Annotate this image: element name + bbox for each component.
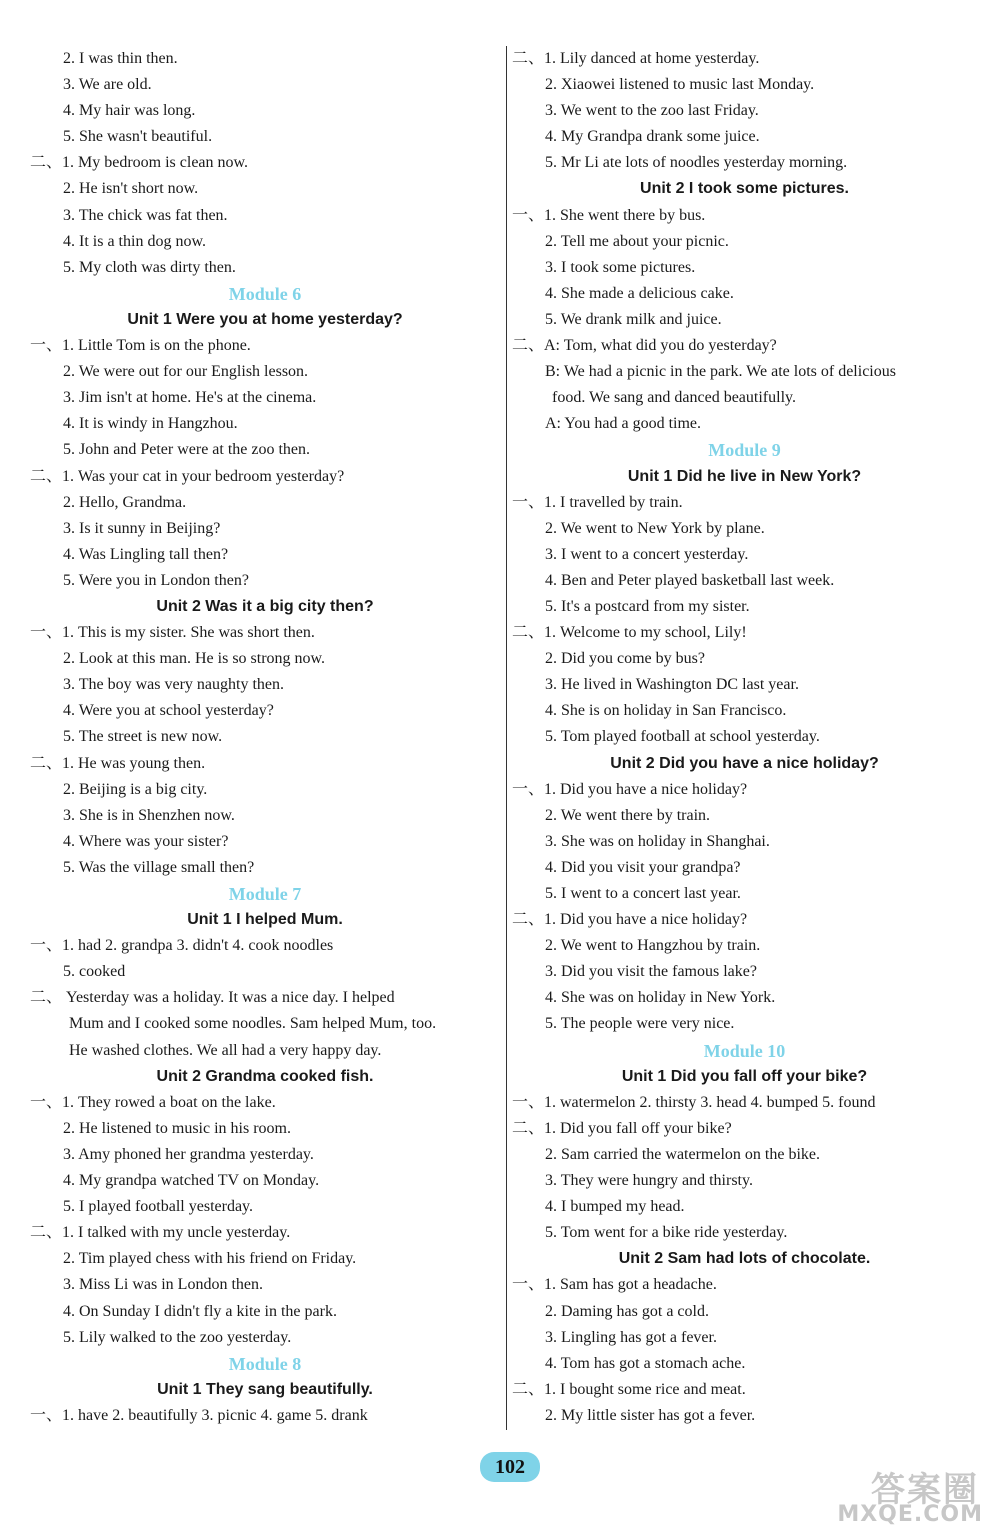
answer-line: 3. We went to the zoo last Friday. xyxy=(545,102,759,120)
paragraph-line: Mum and I cooked some noodles. Sam helped Mum, too. xyxy=(69,1015,437,1033)
section-line: 一、1. Sam has got a headache. xyxy=(512,1276,717,1294)
module-heading: Module 6 xyxy=(228,283,302,304)
watermark xyxy=(812,1462,987,1532)
answer-line: 2. We were out for our English lesson. xyxy=(63,363,309,381)
answer-line: 3. Did you visit the famous lake? xyxy=(545,963,757,981)
answer-line: 5. cooked xyxy=(63,963,126,981)
answer-line: 5. John and Peter were at the zoo then. xyxy=(63,441,311,459)
module-heading: Module 8 xyxy=(228,1353,302,1374)
section-line: 一、1. This is my sister. She was short then. xyxy=(30,624,315,642)
answer-line: 3. The boy was very naughty then. xyxy=(63,676,284,694)
answer-line: 4. She is on holiday in San Francisco. xyxy=(545,702,787,720)
unit-heading: Unit 1 Did you fall off your bike? xyxy=(621,1067,868,1085)
answer-line: 3. Amy phoned her grandma yesterday. xyxy=(63,1145,314,1163)
unit-heading: Unit 2 Grandma cooked fish. xyxy=(156,1067,374,1085)
answer-line: 4. Was Lingling tall then? xyxy=(63,545,229,563)
answer-line: 5. Lily walked to the zoo yesterday. xyxy=(63,1328,292,1346)
answer-line: 3. Jim isn't at home. He's at the cinema. xyxy=(63,389,317,407)
answer-line: 4. Were you at school yesterday? xyxy=(63,702,274,720)
answer-line: 5. Was the village small then? xyxy=(63,858,255,876)
answer-line: 5. Tom played football at school yesterday. xyxy=(545,728,820,746)
left-column xyxy=(30,46,500,1429)
section-line: 二、1. Did you fall off your bike? xyxy=(512,1119,732,1137)
answer-line: 2. Hello, Grandma. xyxy=(63,493,187,511)
answer-line: 4. Where was your sister? xyxy=(63,832,229,850)
answer-line: 2. Xiaowei listened to music last Monday. xyxy=(545,76,815,94)
unit-heading: Unit 1 They sang beautifully. xyxy=(157,1380,373,1398)
section-line: 一、1. I travelled by train. xyxy=(512,493,683,511)
dialogue-line: food. We sang and danced beautifully. xyxy=(552,389,796,407)
answer-line: 5. Mr Li ate lots of noodles yesterday morning. xyxy=(545,154,848,172)
page-number: 102 xyxy=(480,1452,540,1482)
section-line: 二、A: Tom, what did you do yesterday? xyxy=(512,337,777,355)
column-divider xyxy=(506,46,507,1430)
section-line: 二、1. I bought some rice and meat. xyxy=(512,1380,746,1398)
answer-line: 3. I went to a concert yesterday. xyxy=(545,545,749,563)
answer-line: 5. My cloth was dirty then. xyxy=(63,258,236,276)
section-line: 二、1. Welcome to my school, Lily! xyxy=(512,624,747,642)
section-line: 二、1. My bedroom is clean now. xyxy=(30,154,249,172)
answer-line: 2. Beijing is a big city. xyxy=(63,780,208,798)
answer-line: 2. Did you come by bus? xyxy=(545,650,705,668)
section-line: 一、1. Did you have a nice holiday? xyxy=(512,780,748,798)
answer-line: 5. She wasn't beautiful. xyxy=(63,128,213,146)
answer-line: 5. We drank milk and juice. xyxy=(545,310,722,328)
section-line: 一、1. watermelon 2. thirsty 3. head 4. bumped 5. found xyxy=(512,1093,876,1111)
answer-line: 2. Sam carried the watermelon on the bike. xyxy=(545,1145,821,1163)
watermark-url: MXQE.COM xyxy=(837,1502,983,1527)
answer-line: 2. Tell me about your picnic. xyxy=(545,232,729,250)
unit-heading: Unit 1 Did he live in New York? xyxy=(627,467,862,485)
answer-line: 5. The people were very nice. xyxy=(545,1015,735,1033)
section-line: 一、1. had 2. grandpa 3. didn't 4. cook noodles xyxy=(30,937,334,955)
answer-line: 4. My grandpa watched TV on Monday. xyxy=(63,1172,320,1190)
answer-line: 2. He isn't short now. xyxy=(63,180,199,198)
answer-line: 2. We went to Hangzhou by train. xyxy=(545,937,761,955)
answer-line: 2. We went there by train. xyxy=(545,806,711,824)
unit-heading: Unit 2 I took some pictures. xyxy=(640,180,849,198)
answer-line: 4. I bumped my head. xyxy=(545,1198,685,1216)
answer-line: 5. Were you in London then? xyxy=(63,571,249,589)
answer-line: 3. We are old. xyxy=(63,76,152,94)
section-line: 一、1. She went there by bus. xyxy=(512,206,706,224)
section-line: 二、1. Lily danced at home yesterday. xyxy=(512,50,760,67)
section-line: 二、 Yesterday was a holiday. It was a nice day. I helped xyxy=(30,989,395,1007)
answer-line: 4. She made a delicious cake. xyxy=(545,284,734,302)
answer-line: 3. She is in Shenzhen now. xyxy=(63,806,235,824)
section-line: 一、1. have 2. beautifully 3. picnic 4. game 5. drank xyxy=(30,1406,368,1424)
dialogue-line: B: We had a picnic in the park. We ate lots of delicious xyxy=(545,363,896,381)
answer-line: 4. Did you visit your grandpa? xyxy=(545,858,741,876)
answer-line: 5. I played football yesterday. xyxy=(63,1198,254,1216)
answer-line: 5. The street is new now. xyxy=(63,728,223,746)
answer-line: 2. We went to New York by plane. xyxy=(545,519,765,537)
answer-line: 5. Tom went for a bike ride yesterday. xyxy=(545,1224,788,1242)
answer-line: 4. On Sunday I didn't fly a kite in the park. xyxy=(63,1302,337,1320)
answer-line: 2. He listened to music in his room. xyxy=(63,1119,291,1137)
paragraph-line: He washed clothes. We all had a very happy day. xyxy=(69,1041,382,1059)
answer-line: 4. My hair was long. xyxy=(63,102,196,120)
unit-heading: Unit 1 I helped Mum. xyxy=(187,911,343,929)
answer-line: 3. He lived in Washington DC last year. xyxy=(545,676,799,694)
section-line: 一、1. They rowed a boat on the lake. xyxy=(30,1093,276,1111)
answer-line: 3. I took some pictures. xyxy=(545,258,696,276)
answer-line: 4. She was on holiday in New York. xyxy=(545,989,776,1007)
section-line: 二、1. Was your cat in your bedroom yesterday? xyxy=(30,467,345,485)
answer-line: 2. Daming has got a cold. xyxy=(545,1302,709,1320)
section-line: 二、1. Did you have a nice holiday? xyxy=(512,911,748,929)
answer-line: 3. They were hungry and thirsty. xyxy=(545,1172,753,1190)
unit-heading: Unit 1 Were you at home yesterday? xyxy=(127,310,403,328)
answer-line: 5. I went to a concert last year. xyxy=(545,885,741,902)
answer-line: 3. Is it sunny in Beijing? xyxy=(63,519,221,537)
unit-heading: Unit 2 Sam had lots of chocolate. xyxy=(618,1250,871,1268)
answer-line: 3. She was on holiday in Shanghai. xyxy=(545,832,770,850)
right-column xyxy=(512,46,977,1429)
unit-heading: Unit 2 Was it a big city then? xyxy=(156,597,374,615)
answer-line: 4. My Grandpa drank some juice. xyxy=(545,128,760,146)
answer-line: 5. It's a postcard from my sister. xyxy=(545,597,750,615)
answer-line: 2. Tim played chess with his friend on Friday. xyxy=(63,1250,357,1268)
section-line: 二、1. I talked with my uncle yesterday. xyxy=(30,1224,291,1242)
answer-line: 2. Look at this man. He is so strong now. xyxy=(63,650,326,668)
answer-line: 4. It is windy in Hangzhou. xyxy=(63,415,238,433)
module-heading: Module 9 xyxy=(708,440,781,461)
answer-line: 4. Tom has got a stomach ache. xyxy=(545,1354,746,1372)
answer-line: 4. Ben and Peter played basketball last week. xyxy=(545,571,835,589)
section-line: 二、1. He was young then. xyxy=(30,754,206,772)
answer-line: 2. My little sister has got a fever. xyxy=(545,1406,756,1424)
dialogue-line: A: You had a good time. xyxy=(545,415,701,433)
answer-line: 3. Miss Li was in London then. xyxy=(63,1276,263,1294)
module-heading: Module 7 xyxy=(228,884,302,904)
answer-line: 3. Lingling has got a fever. xyxy=(545,1328,717,1346)
watermark-logo: 答案圈 xyxy=(871,1470,979,1510)
answer-line: 3. The chick was fat then. xyxy=(63,206,228,224)
unit-heading: Unit 2 Did you have a nice holiday? xyxy=(610,754,879,772)
module-heading: Module 10 xyxy=(703,1040,786,1061)
answer-line: 2. I was thin then. xyxy=(63,50,178,67)
section-line: 一、1. Little Tom is on the phone. xyxy=(30,337,251,355)
answer-line: 4. It is a thin dog now. xyxy=(63,232,206,250)
